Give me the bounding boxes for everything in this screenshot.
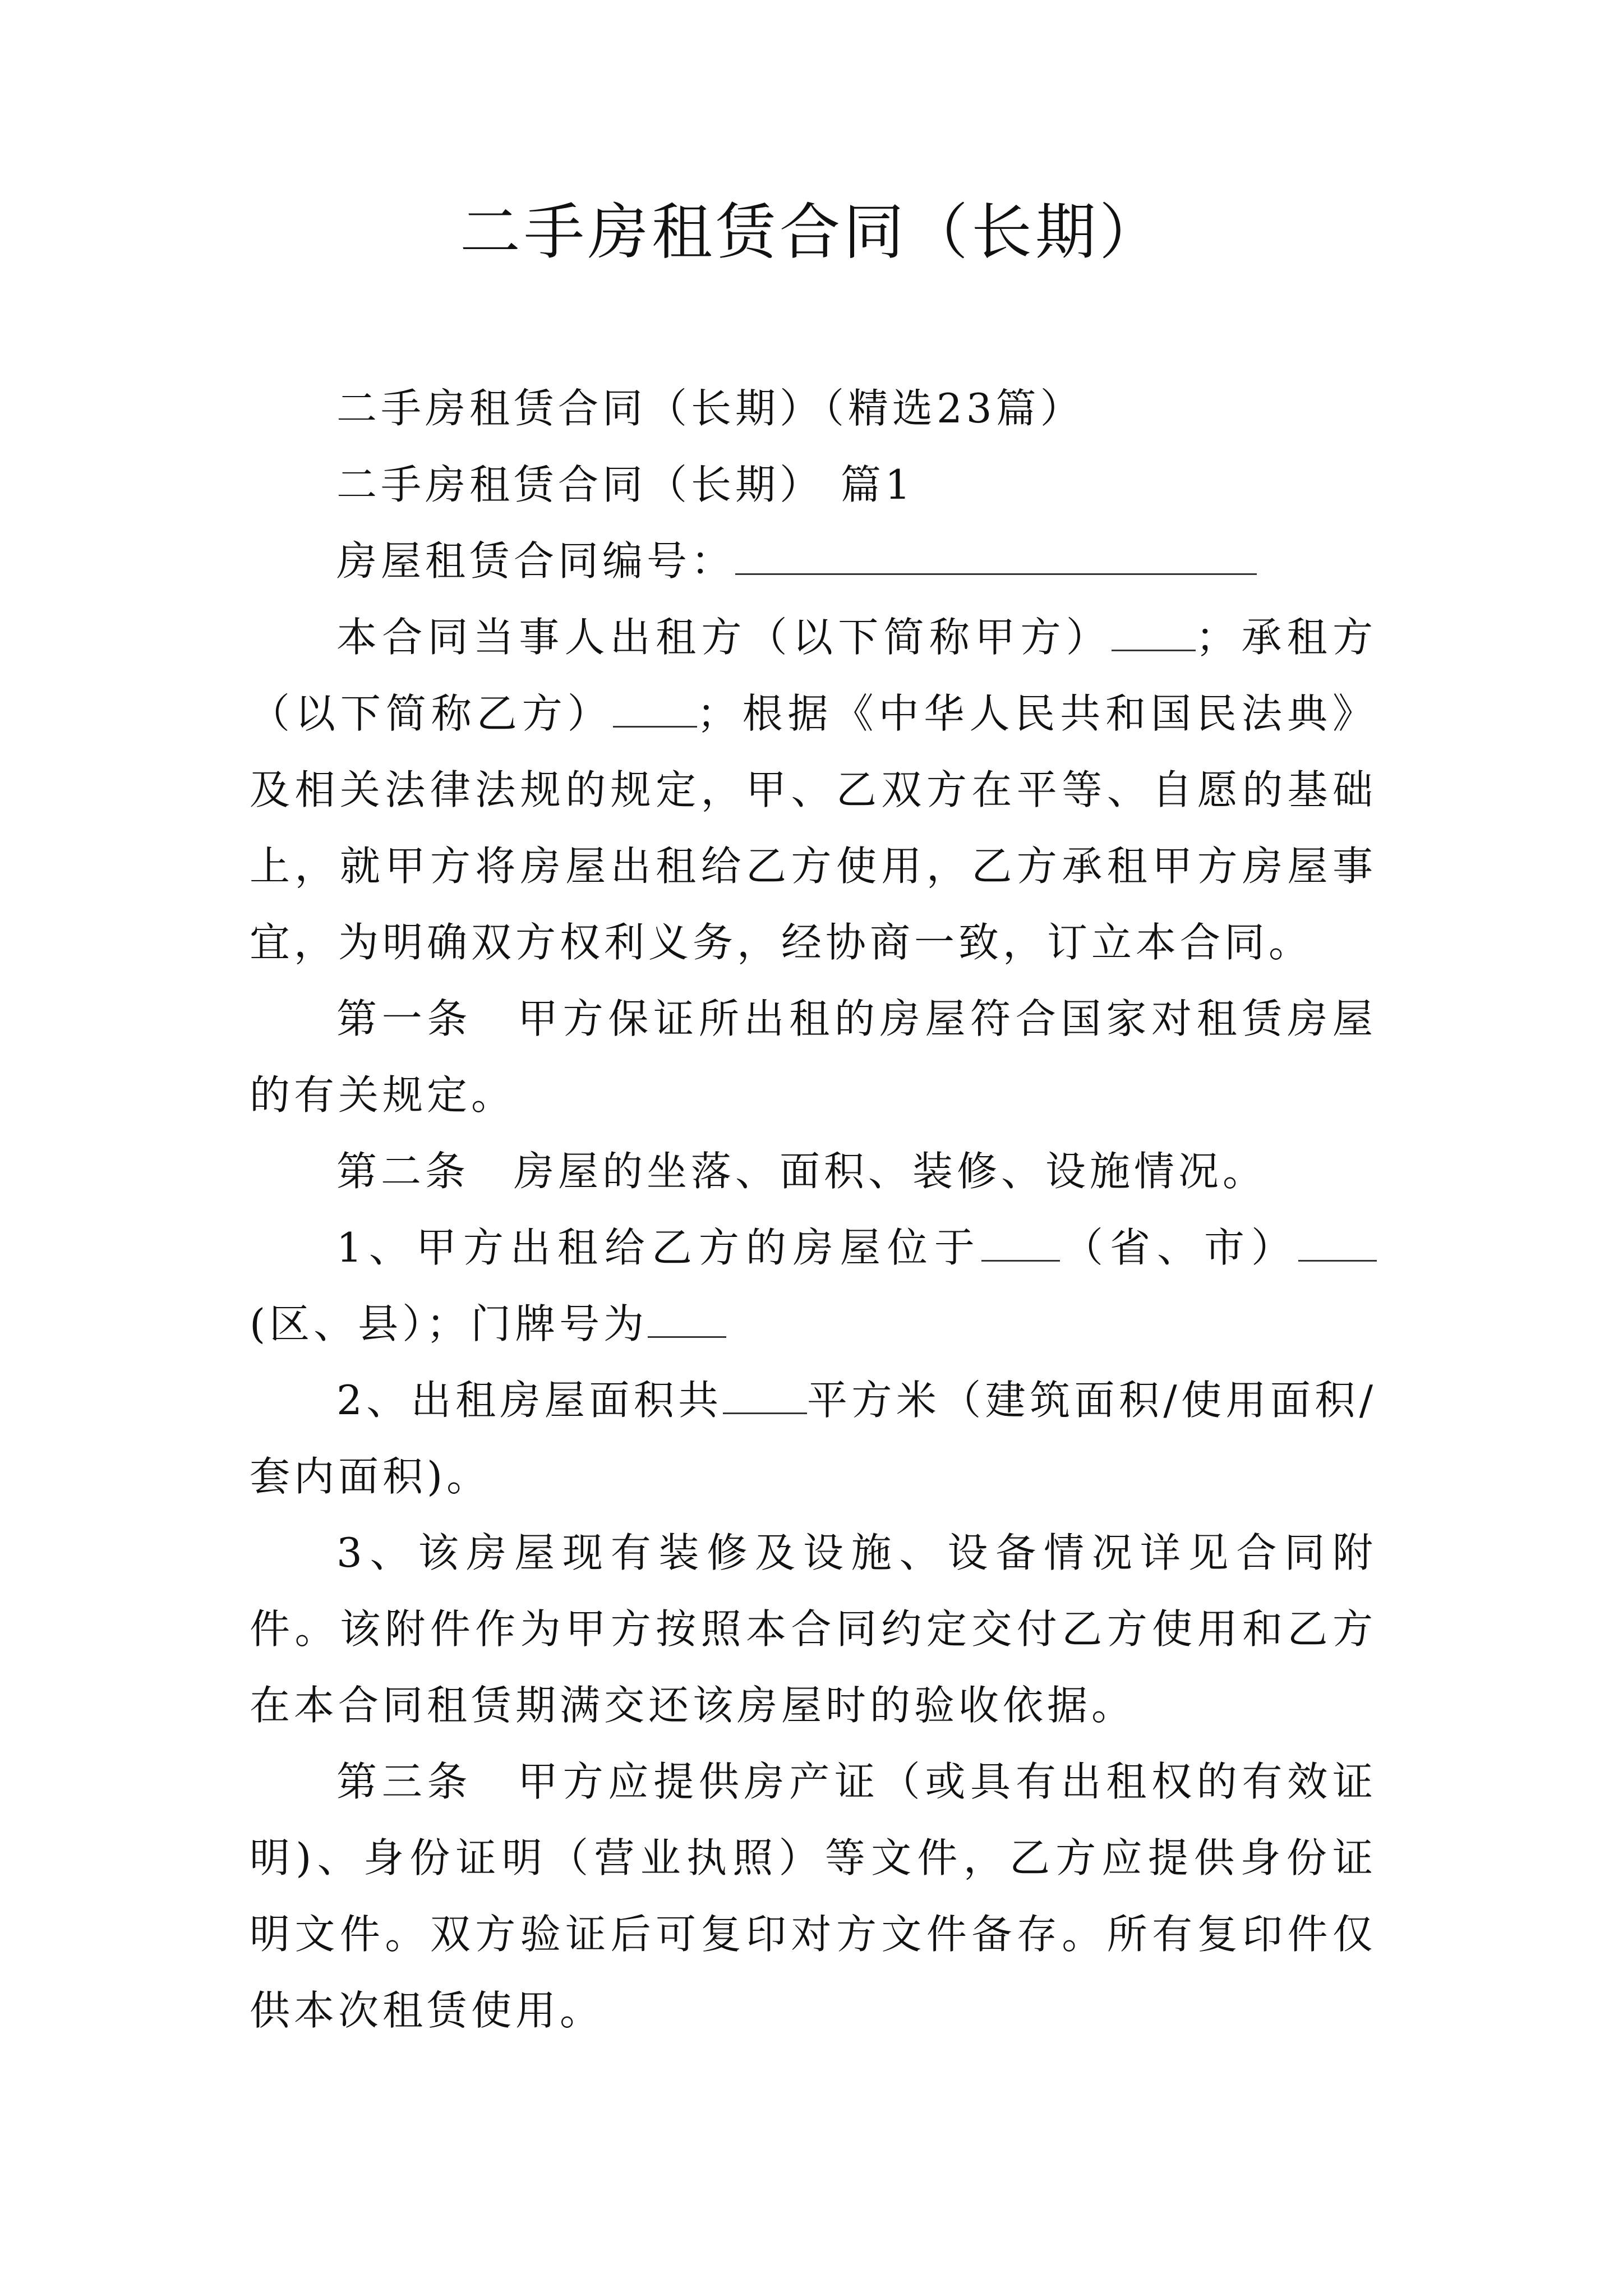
- parties-text-c: ；根据《中华人民共和国民法典》及相关法律法规的规定，甲、乙双方在平等、自愿的基础上，就甲方将房屋出租给乙方使用，乙方承租甲方房屋事宜，为明确双方权利义务，经协商一致，订立本合同。: [250, 690, 1377, 966]
- parties-text-a: 本合同当事人出租方（以下简称甲方）: [336, 614, 1112, 661]
- paragraph-facilities: 3、该房屋现有装修及设施、设备情况详见合同附件。该附件作为甲方按照本合同约定交付乙方使用和乙方在本合同租赁期满交还该房屋时的验收依据。: [250, 1529, 1377, 1729]
- location-text-a: 1、甲方出租给乙方的房屋位于: [336, 1224, 981, 1271]
- document-title: 二手房租赁合同（长期）: [459, 197, 1163, 268]
- area-blank: [723, 1374, 807, 1414]
- area-text-a: 2、出租房屋面积共: [336, 1377, 723, 1424]
- paragraph-section-heading: 二手房租赁合同（长期） 篇1: [336, 461, 915, 508]
- house-number-blank: [648, 1298, 726, 1338]
- paragraph-article-1: 第一条 甲方保证所出租的房屋符合国家对租赁房屋的有关规定。: [250, 995, 1377, 1119]
- location-text-c: (区、县）；门牌号为: [250, 1300, 648, 1347]
- parties-text-b: ；承租方（以下简称乙方）: [250, 614, 1377, 737]
- location-text-b: （省、市）: [1059, 1224, 1298, 1271]
- paragraph-contract-number: [250, 523, 1377, 599]
- paragraph-collection-title: 二手房租赁合同（长期）（精选23篇）: [336, 385, 1085, 432]
- province-blank: [981, 1222, 1060, 1262]
- paragraph-article-3: 第三条 甲方应提供房产证（或具有出租权的有效证明)、身份证明（营业执照）等文件，乙方应提供身份证明文件。双方验证后可复印对方文件备存。所有复印件仅供本次租赁使用。: [250, 1758, 1377, 2034]
- document-body: [250, 370, 1377, 2049]
- lessor-blank: [1112, 611, 1196, 651]
- contract-number-label: 房屋租赁合同编号：: [336, 537, 736, 585]
- lessee-blank: [613, 688, 697, 728]
- paragraph-parties: [250, 599, 1377, 981]
- area-text-b: 平方米（建筑面积/使用面积/套内面积)。: [250, 1377, 1377, 1500]
- paragraph-area: [250, 1362, 1377, 1515]
- contract-number-blank: [735, 535, 1257, 575]
- paragraph-article-2: 第二条 房屋的坐落、面积、装修、设施情况。: [336, 1148, 1267, 1195]
- district-blank: [1298, 1222, 1377, 1262]
- paragraph-location: [250, 1209, 1377, 1362]
